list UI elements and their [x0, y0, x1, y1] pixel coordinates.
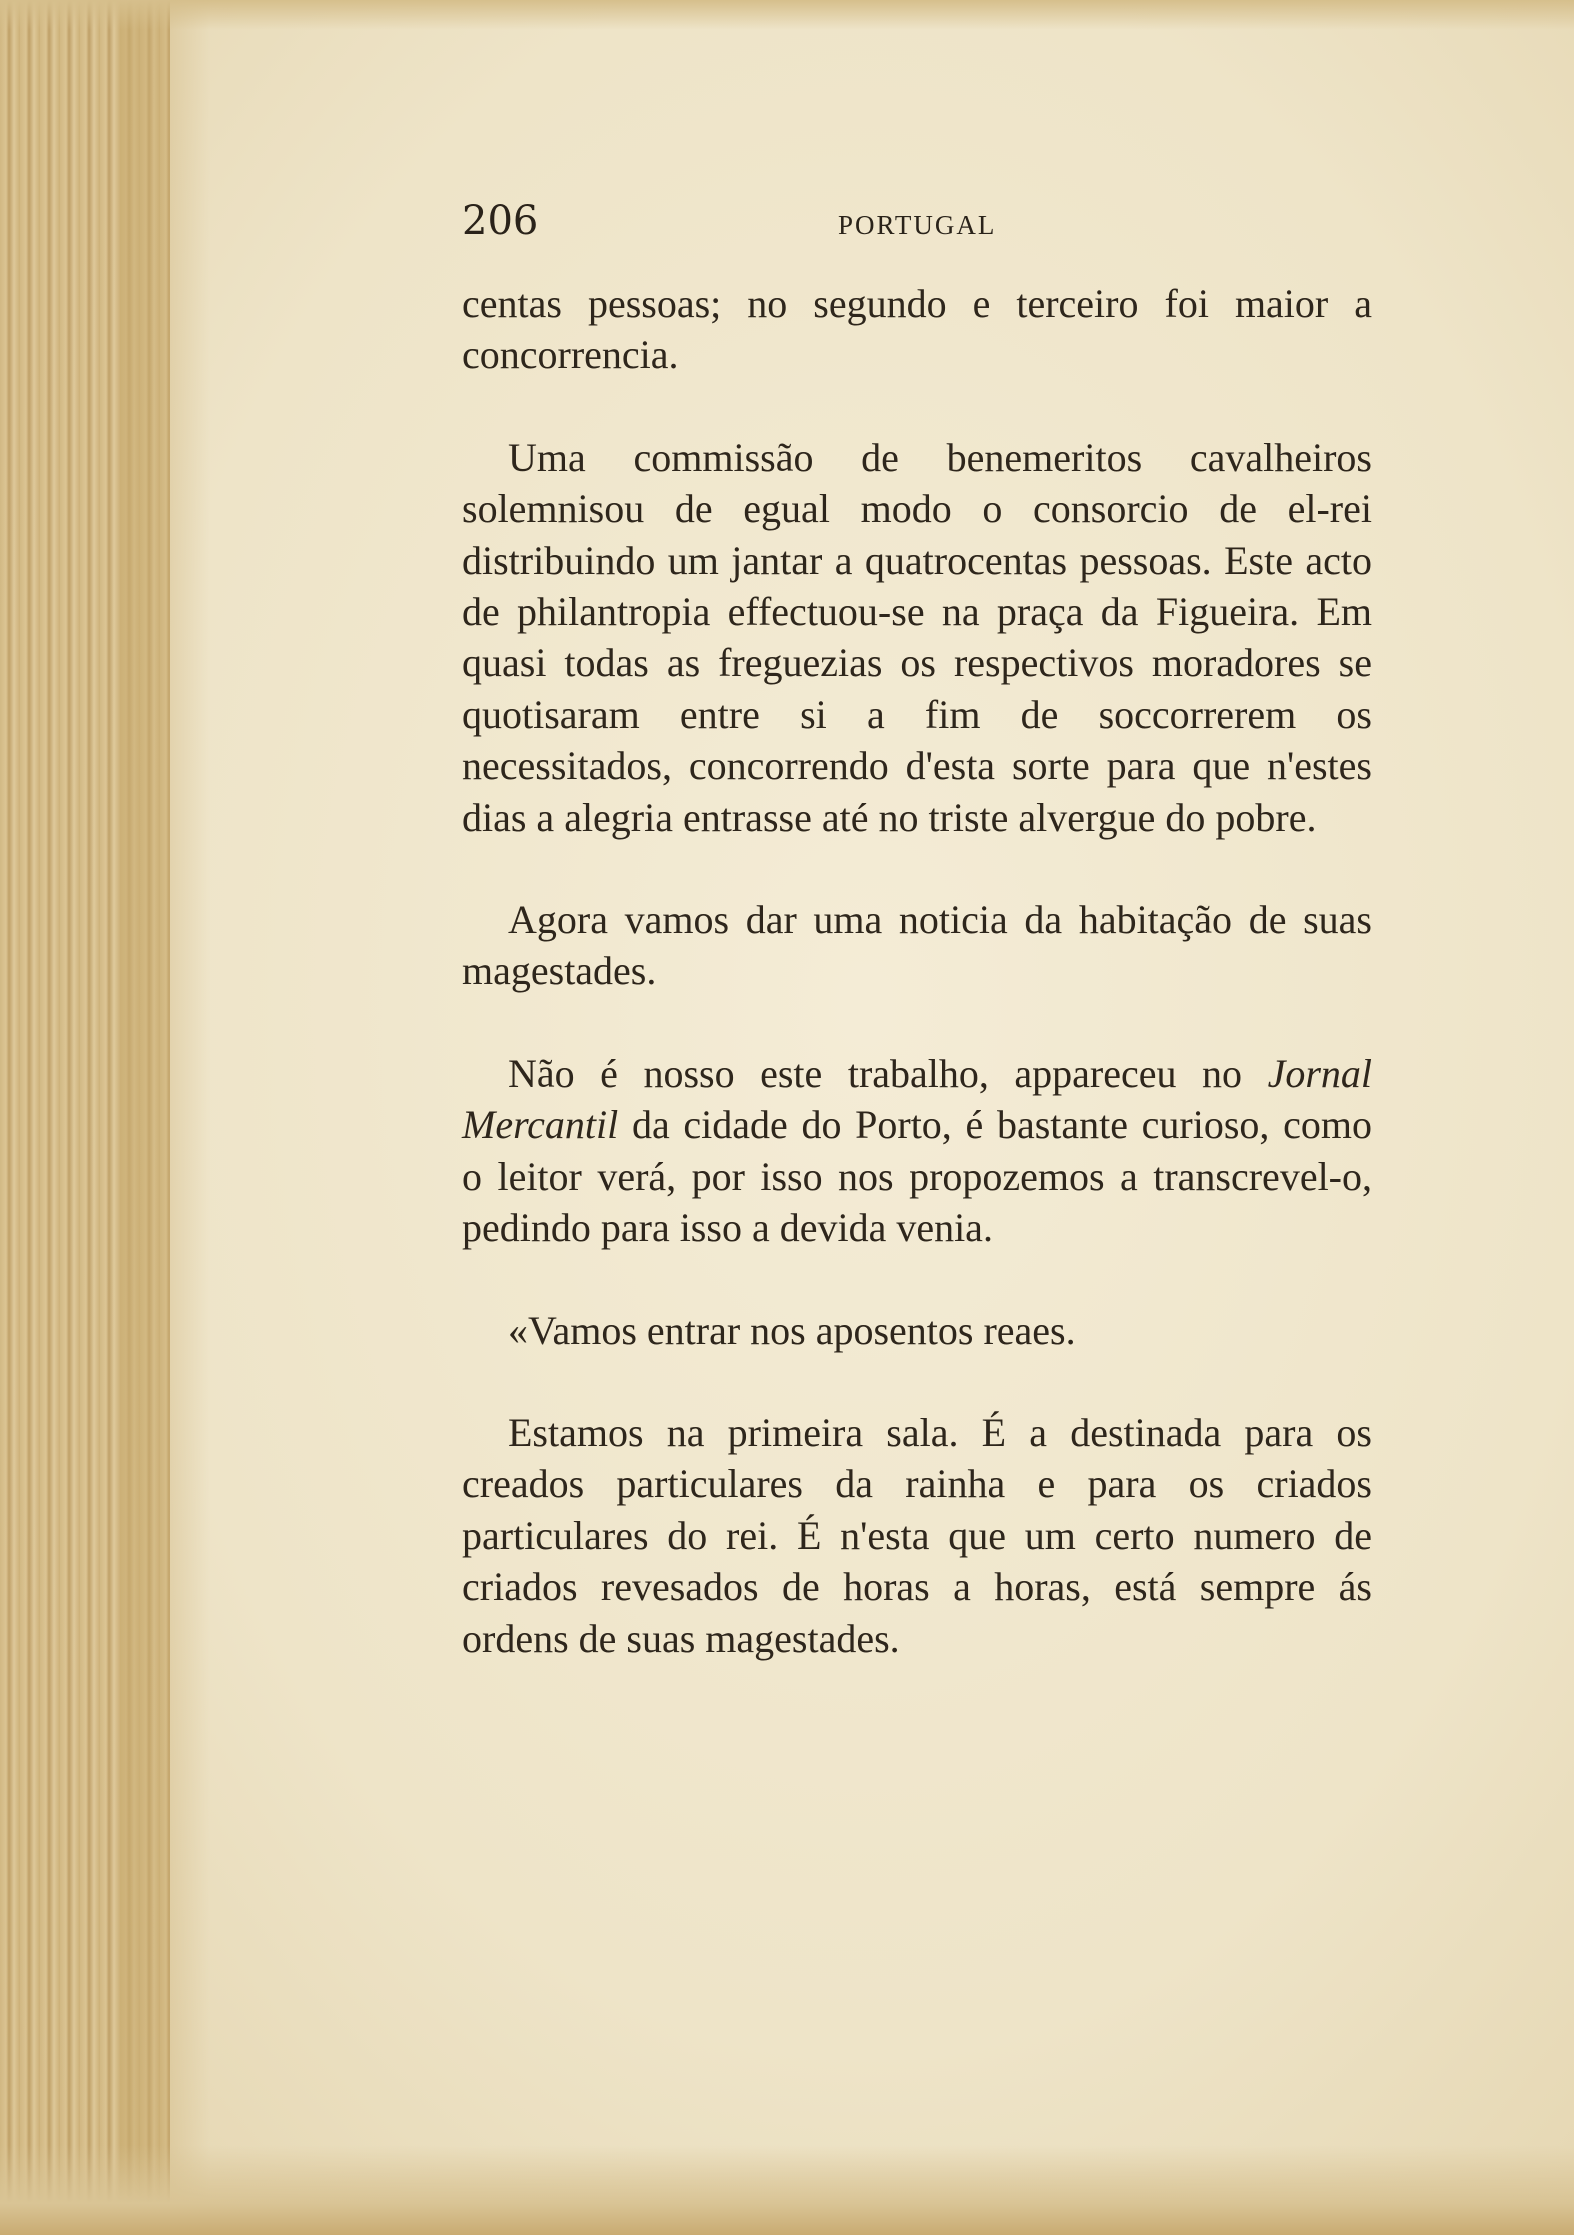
source-text-before: Não é nosso este trabalho, appareceu no [508, 1050, 1268, 1096]
paragraph-commission: Uma commissão de benemeritos cavalheiros solemnisou de egual modo o consorcio de el-rei distribuindo um jantar a quatrocentas pessoas. Este acto de philantropia effectuou-se na praça da Figueira. Em quasi todas as freguezias os respectivos moradores se quotisaram entre si a fim de soccorrerem os necessitados, concorrendo d'esta sorte para que n'estes dias a alegria entrasse até no triste alvergue do pobre. [462, 434, 1372, 840]
page-edge-shadow [120, 0, 210, 2235]
running-title: PORTUGAL [838, 210, 997, 240]
paragraph-continuation: centas pessoas; no segundo e terceiro foi maior a concorrencia. [462, 281, 1372, 378]
paragraph-source [462, 1048, 1372, 1254]
page-edge-top [0, 0, 1574, 30]
page-number: 206 [462, 198, 539, 244]
paragraph-habitation: Agora vamos dar uma noticia da habitação de suas magestades. [462, 897, 1372, 994]
paragraph-quote-open: «Vamos entrar nos aposentos reaes. [508, 1307, 1076, 1353]
page-edge-bottom [0, 2145, 1574, 2235]
newspaper-title: Jornal Mercantil [462, 1050, 1372, 1148]
text-block [462, 278, 1372, 1715]
paragraph-first-room: Estamos na primeira sala. É a destinada para os creados particulares da rainha e para os criados particulares do rei. É n'esta que um certo numero de criados revesados de horas a horas, está sempre ás ordens de suas magestades. [462, 1409, 1372, 1661]
source-text-after: da cidade do Porto, é bastante curioso, como o leitor verá, por isso nos propozemos a transcrevel-o, pedindo para isso a devida venia. [462, 1102, 1372, 1251]
